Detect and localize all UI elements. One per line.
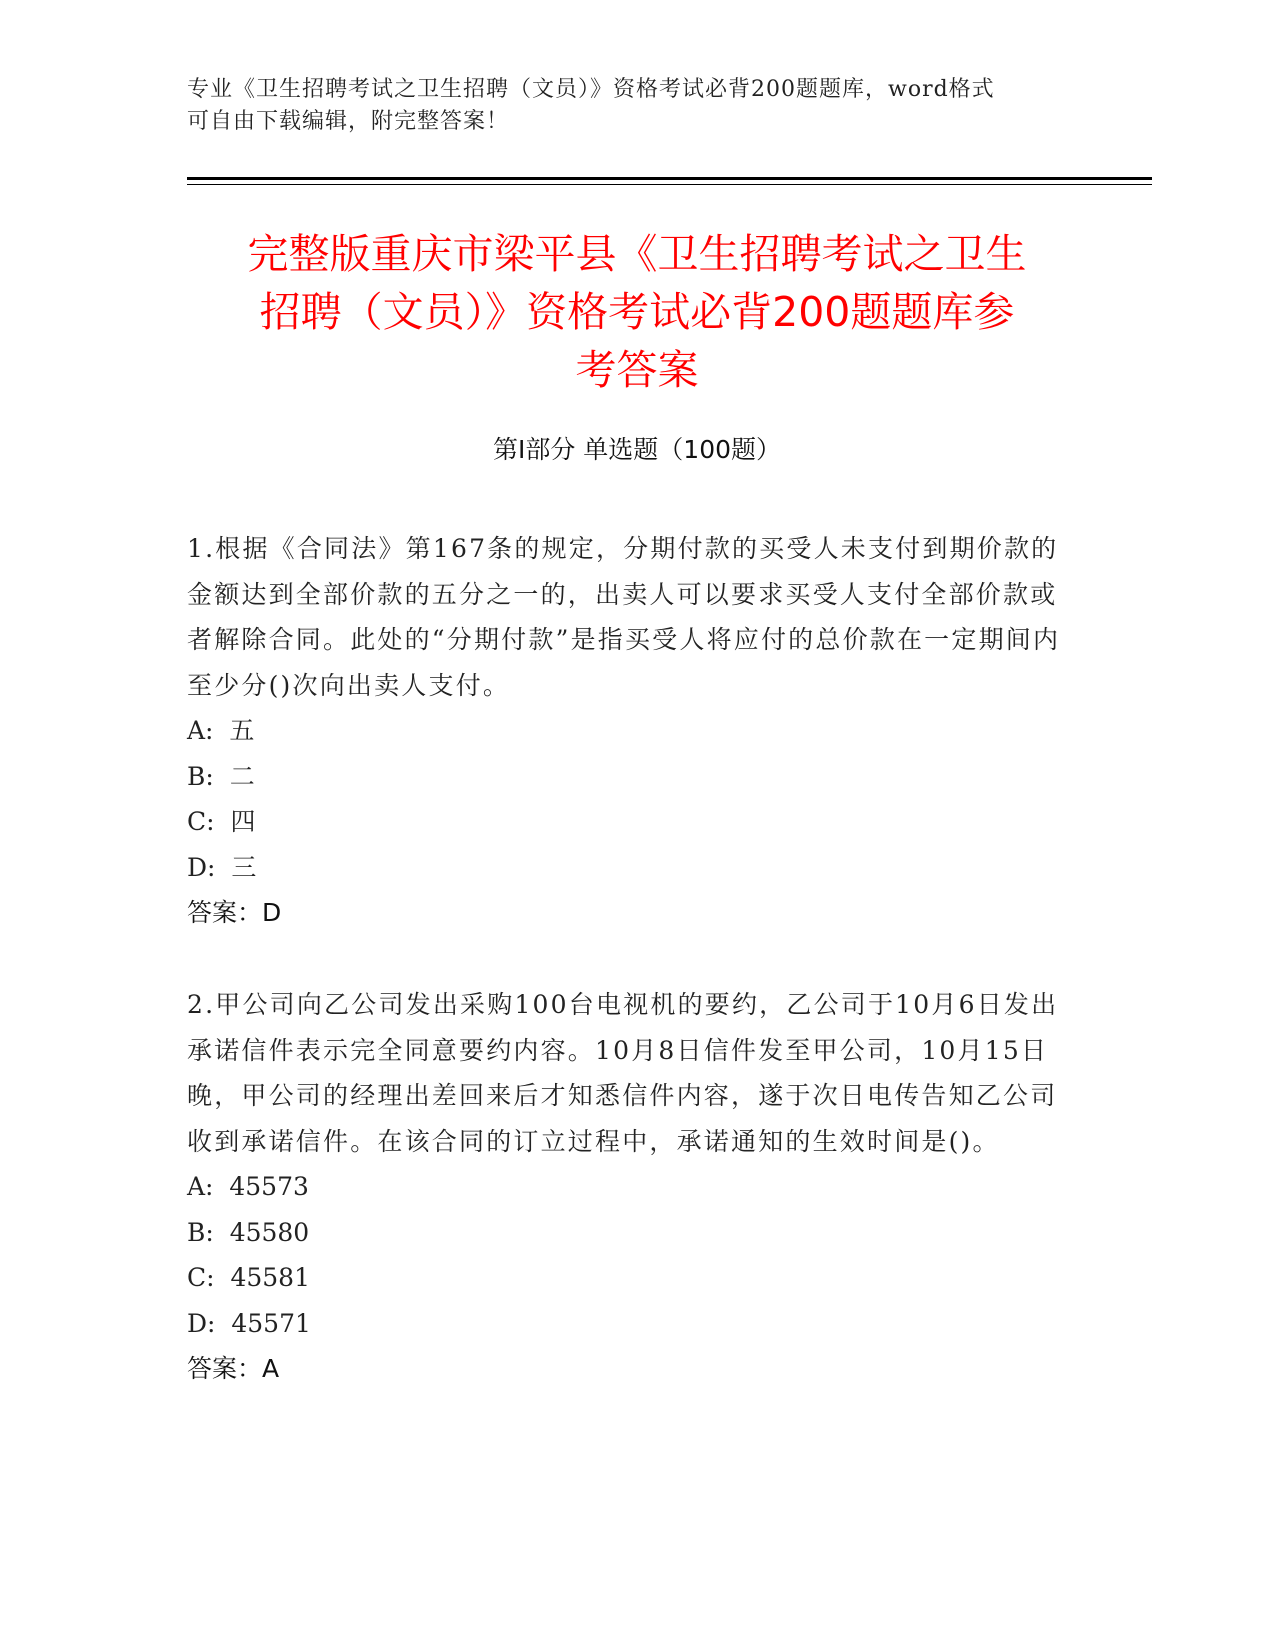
option-c: C: 四 bbox=[187, 807, 256, 836]
document-title-line1: 完整版重庆市梁平县《卫生招聘考试之卫生 bbox=[247, 230, 1027, 278]
answer: 答案：A bbox=[187, 1354, 280, 1383]
option-a: A: 五 bbox=[187, 716, 255, 745]
answer: 答案：D bbox=[187, 898, 282, 927]
option-a: A: 45573 bbox=[187, 1172, 309, 1201]
option-d: D: 三 bbox=[187, 852, 257, 882]
option-d: D: 45571 bbox=[187, 1308, 311, 1338]
header-rule-thin bbox=[187, 184, 1152, 185]
header-note-line2: 可自由下载编辑，附完整答案！ bbox=[187, 109, 510, 134]
header-rule-thick bbox=[187, 177, 1152, 180]
option-b: B: 45580 bbox=[187, 1217, 310, 1247]
header-note-line1: 专业《卫生招聘考试之卫生招聘（文员）》资格考试必背200题题库，word格式 bbox=[187, 77, 995, 102]
document-title bbox=[187, 225, 1087, 399]
question-2 bbox=[187, 982, 1067, 1392]
header-note bbox=[187, 74, 1067, 138]
document-title-line2: 招聘（文员）》资格考试必背200题题库参 bbox=[259, 288, 1015, 336]
question-text: 1.根据《合同法》第167条的规定，分期付款的买受人未支付到期价款的金额达到全部价款的五分之一的，出卖人可以要求买受人支付全部价款或者解除合同。此处的“分期付款”是指买受人将应付的总价款在一定期间内至少分()次向出卖人支付。 bbox=[187, 534, 1061, 700]
question-text: 2.甲公司向乙公司发出采购100台电视机的要约，乙公司于10月6日发出承诺信件表示完全同意要约内容。10月8日信件发至甲公司，10月15日晚，甲公司的经理出差回来后才知悉信件内容，遂于次日电传告知乙公司收到承诺信件。在该合同的订立过程中，承诺通知的生效时间是()。 bbox=[187, 990, 1059, 1156]
option-c: C: 45581 bbox=[187, 1263, 310, 1292]
option-b: B: 二 bbox=[187, 761, 255, 791]
question-1 bbox=[187, 526, 1067, 936]
section-title: 第Ⅰ部分 单选题（100题） bbox=[492, 435, 782, 464]
document-title-line3: 考答案 bbox=[575, 346, 699, 394]
